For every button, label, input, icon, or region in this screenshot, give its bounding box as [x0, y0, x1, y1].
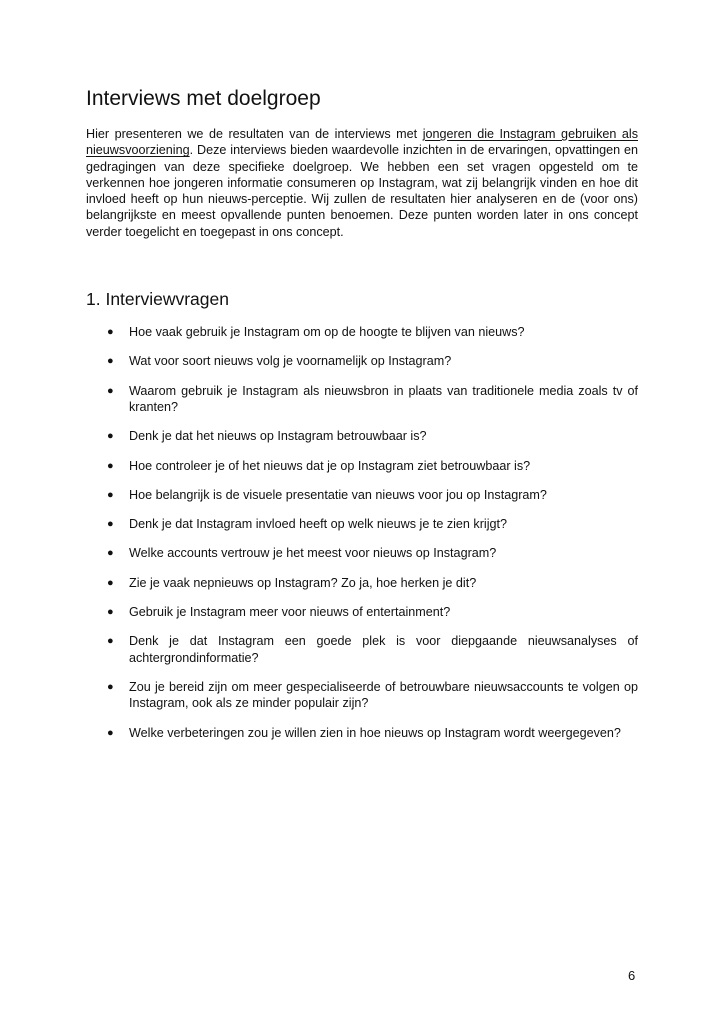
list-item: [86, 324, 638, 340]
intro-paragraph: [86, 126, 638, 240]
bullet-icon: ●: [107, 726, 114, 739]
question-text: Denk je dat Instagram invloed heeft op welk nieuws je te zien krijgt?: [129, 517, 508, 532]
intro-text-after-link: . Deze interviews bieden waardevolle inzichten in de ervaringen, opvattingen en gedragingen van deze specifieke doelgroep. We hebben een set vragen opgesteld om te verkennen hoe jongeren informatie consumeren op Instagram, wat zij belangrijk vinden en hoe dit invloed heeft op hun nieuws-perceptie. Wij zullen de resultaten hier analyseren en de (voor ons) belangrijkste en meest opvallende punten benoemen. Deze punten worden later in ons concept verder toegelicht en toegepast in ons concept.: [86, 143, 638, 239]
bullet-icon: ●: [107, 384, 114, 397]
list-item: [86, 575, 638, 591]
list-item: [86, 679, 638, 712]
question-text: Hoe belangrijk is de visuele presentatie van nieuws voor jou op Instagram?: [129, 487, 547, 502]
page-content: [86, 86, 638, 754]
question-text: Welke accounts vertrouw je het meest voor nieuws op Instagram?: [129, 546, 497, 561]
list-item: [86, 516, 638, 532]
list-item: [86, 545, 638, 561]
bullet-icon: ●: [107, 576, 114, 589]
question-list: [86, 324, 638, 741]
list-item: [86, 725, 638, 741]
bullet-icon: ●: [107, 518, 114, 531]
question-text: Hoe controleer je of het nieuws dat je op Instagram ziet betrouwbaar is?: [129, 458, 531, 473]
page-title: Interviews met doelgroep: [86, 87, 321, 110]
list-item: [86, 428, 638, 444]
list-item: [86, 458, 638, 474]
bullet-icon: ●: [107, 326, 114, 339]
intro-link[interactable]: jongeren die Instagram gebruiken als nieuwsvoorziening: [86, 127, 638, 158]
bullet-icon: ●: [107, 606, 114, 619]
bullet-icon: ●: [107, 459, 114, 472]
intro-text-before-link: Hier presenteren we de resultaten van de interviews met: [86, 127, 423, 141]
question-text: Wat voor soort nieuws volg je voornamelijk op Instagram?: [129, 354, 452, 369]
question-text: Welke verbeteringen zou je willen zien in hoe nieuws op Instagram wordt weergegeven?: [129, 725, 621, 740]
question-text: Waarom gebruik je Instagram als nieuwsbron in plaats van traditionele media zoals tv of kranten?: [129, 383, 638, 414]
section-heading: 1. Interviewvragen: [86, 289, 229, 310]
bullet-icon: ●: [107, 635, 114, 648]
bullet-icon: ●: [107, 547, 114, 560]
bullet-icon: ●: [107, 430, 114, 443]
question-text: Gebruik je Instagram meer voor nieuws of entertainment?: [129, 605, 451, 620]
question-text: Hoe vaak gebruik je Instagram om op de hoogte te blijven van nieuws?: [129, 325, 525, 340]
list-item: [86, 353, 638, 369]
list-item: [86, 633, 638, 666]
bullet-icon: ●: [107, 488, 114, 501]
question-text: Zou je bereid zijn om meer gespecialiseerde of betrouwbare nieuwsaccounts te volgen op Instagram, ook als ze minder populair zijn?: [129, 679, 638, 711]
bullet-icon: ●: [107, 680, 114, 693]
question-text: Zie je vaak nepnieuws op Instagram? Zo ja, hoe herken je dit?: [129, 575, 477, 590]
list-item: [86, 487, 638, 503]
question-text: Denk je dat Instagram een goede plek is voor diepgaande nieuwsanalyses of achtergrondinformatie?: [129, 634, 638, 665]
bullet-icon: ●: [107, 355, 114, 368]
list-item: [86, 604, 638, 620]
list-item: [86, 383, 638, 416]
question-text: Denk je dat het nieuws op Instagram betrouwbaar is?: [129, 429, 427, 444]
page-number: 6: [628, 968, 636, 983]
